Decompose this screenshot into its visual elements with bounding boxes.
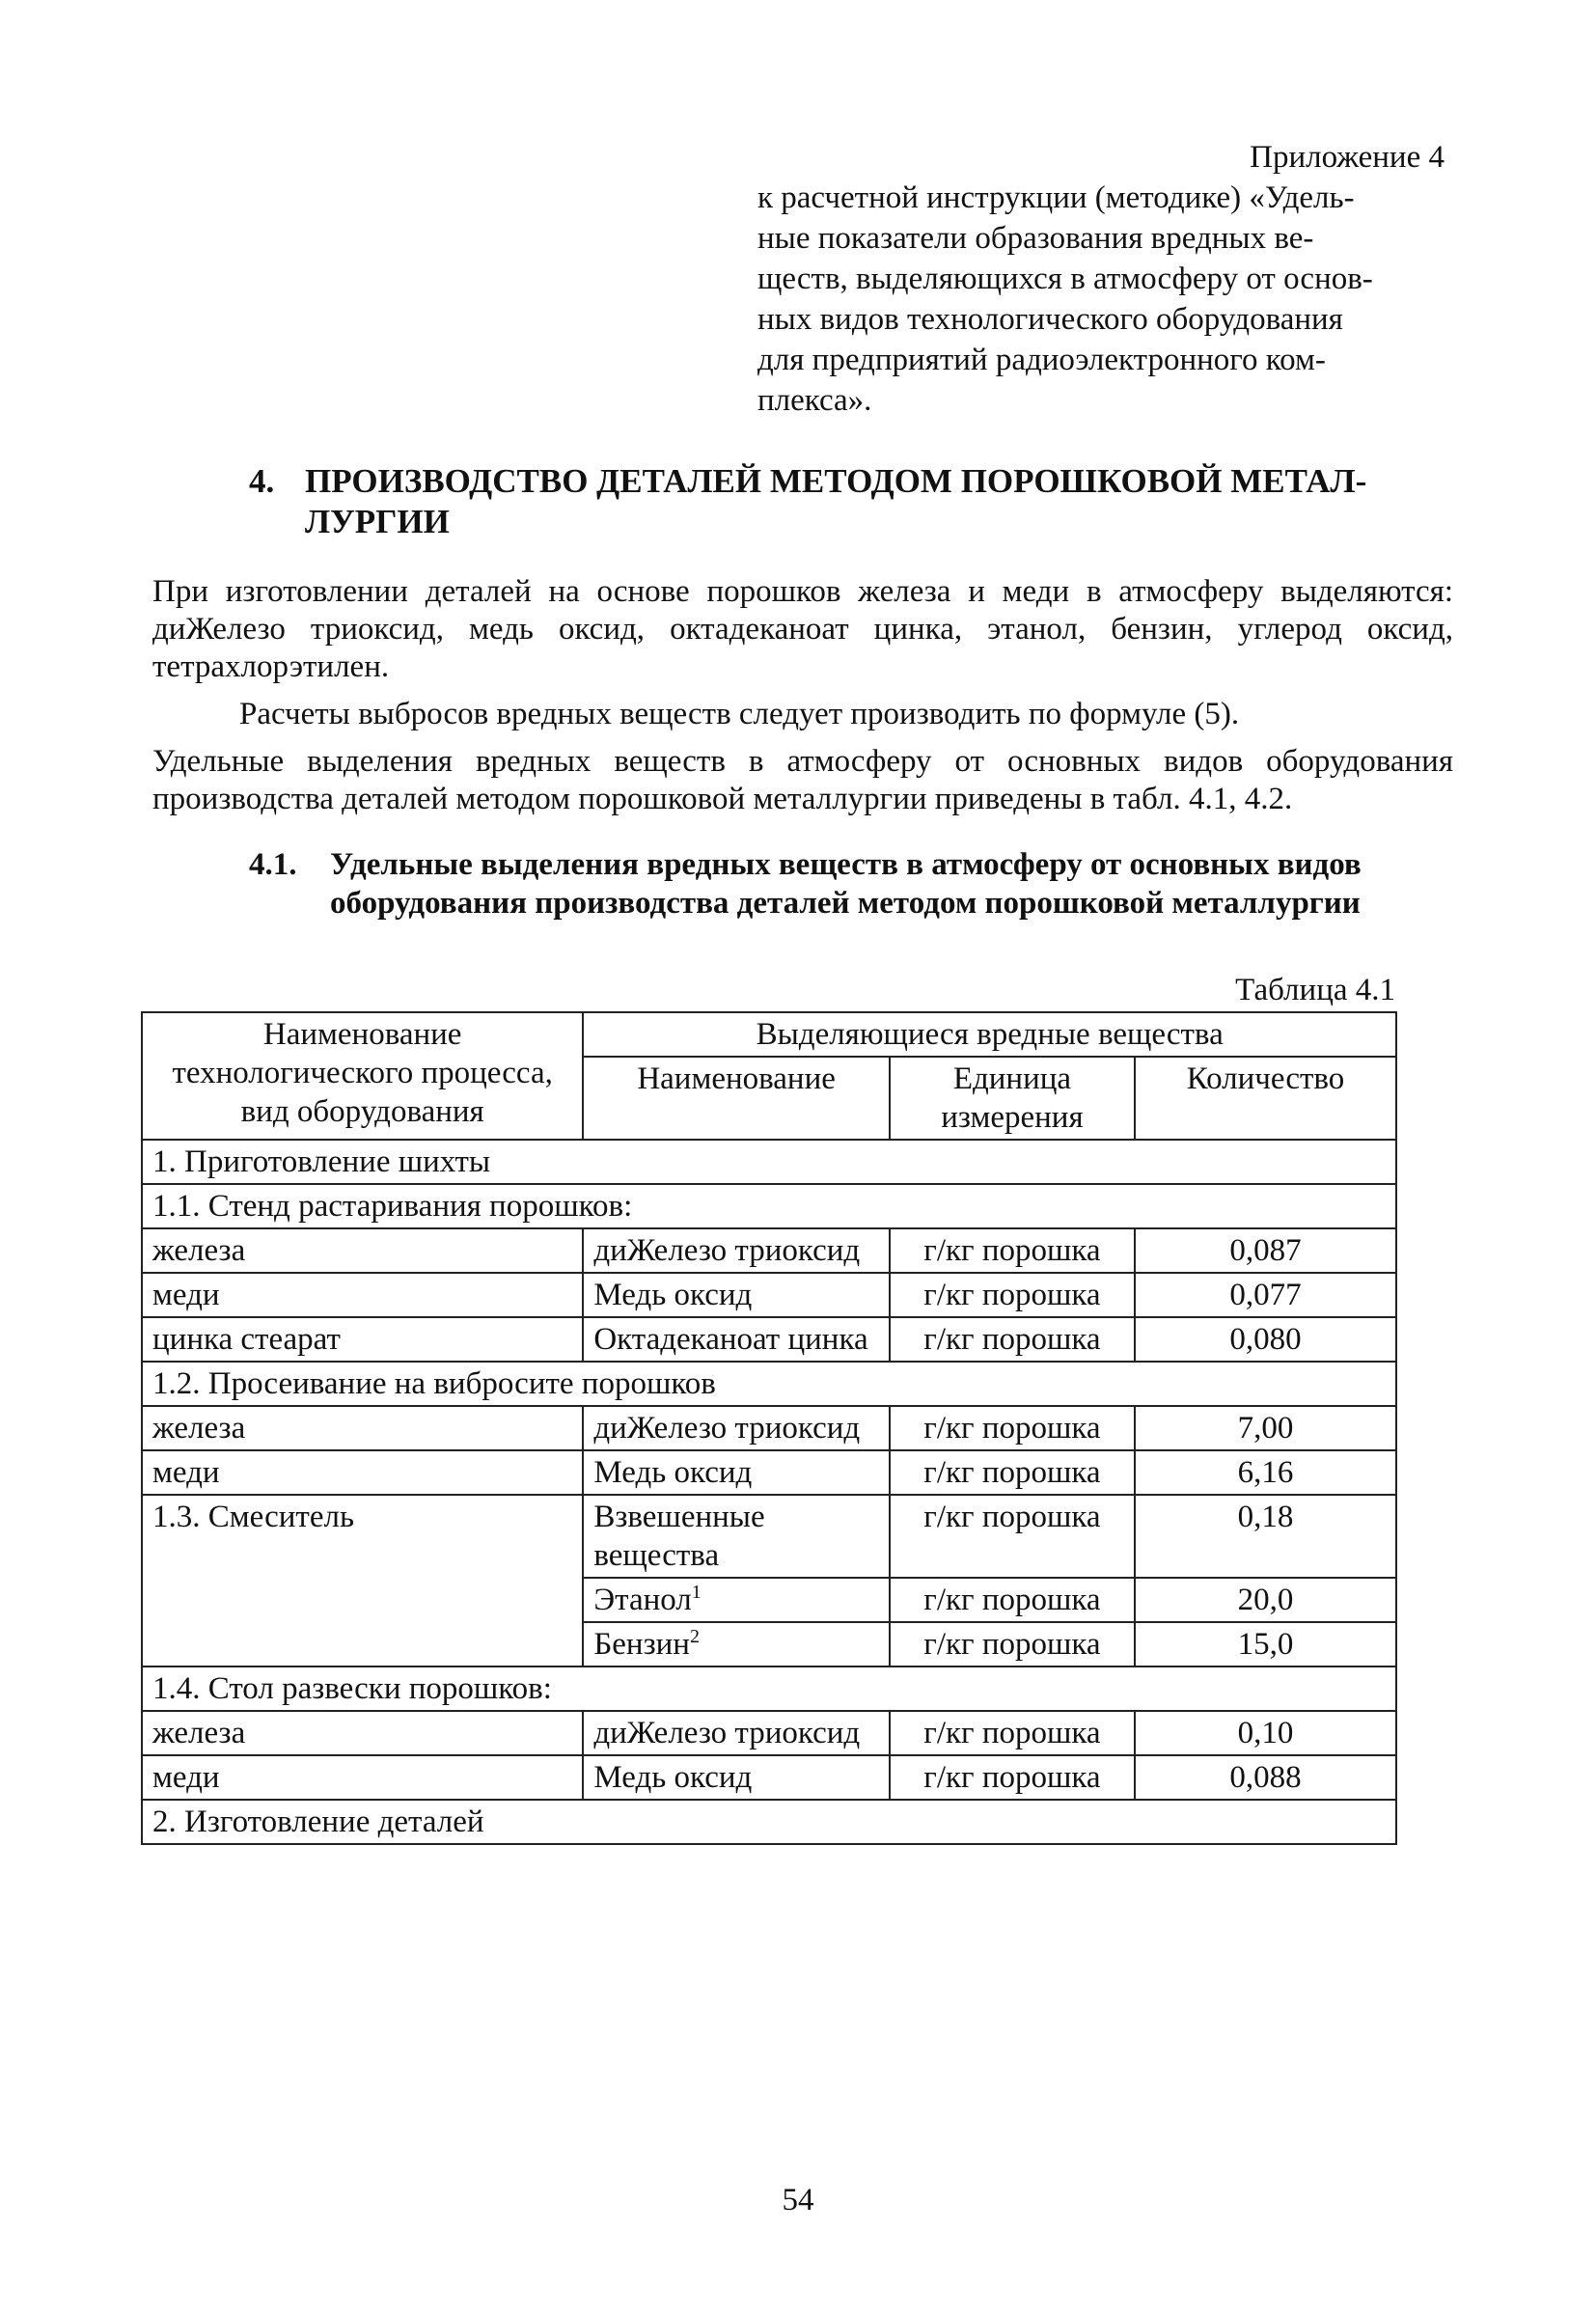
appendix-line: плекса».	[757, 383, 872, 418]
section-number: 4.	[249, 462, 275, 500]
qty-cell: 15,0	[1135, 1622, 1396, 1667]
unit-cell: г/кг порошка	[890, 1495, 1135, 1578]
qty-cell: 0,10	[1135, 1711, 1396, 1755]
unit-cell: г/кг порошка	[890, 1228, 1135, 1273]
qty-cell: 0,080	[1135, 1317, 1396, 1362]
intro-paragraph: При изготовлении деталей на основе порошков железа и меди в атмосферу выделяются: диЖелезо триоксид, медь оксид, октадеканоат цинка, этанол, бензин, углерод оксид, тетрахлорэтилен.	[152, 574, 1453, 684]
table-section-row	[142, 1184, 1396, 1228]
subsection-number: 4.1.	[249, 847, 297, 882]
unit-cell: г/кг порошка	[890, 1317, 1135, 1362]
unit-cell: г/кг порошка	[890, 1273, 1135, 1317]
section-cell: 1. Приготовление шихты	[142, 1140, 1396, 1184]
table-header-row	[142, 1012, 1396, 1057]
substance-cell: Медь оксид	[583, 1450, 890, 1495]
substance-cell: диЖелезо триоксид	[583, 1711, 890, 1755]
process-cell: железа	[142, 1228, 583, 1273]
intro-text	[152, 573, 1453, 818]
process-cell: железа	[142, 1406, 583, 1450]
footnote-mark: 2	[689, 1626, 700, 1647]
qty-cell: 0,088	[1135, 1755, 1396, 1800]
qty-cell: 0,077	[1135, 1273, 1396, 1317]
header-unit: Единица измерения	[890, 1057, 1135, 1140]
appendix-line: к расчетной инструкции (методике) «Удель-	[757, 180, 1355, 215]
table-section-row	[142, 1362, 1396, 1406]
table-row	[142, 1495, 1396, 1578]
intro-paragraph: Удельные выделения вредных веществ в атмосферу от основных видов оборудования производства деталей методом порошковой металлургии приведены в табл. 4.1, 4.2.	[152, 744, 1453, 816]
substance-cell	[583, 1578, 890, 1622]
process-cell: меди	[142, 1273, 583, 1317]
unit-cell: г/кг порошка	[890, 1578, 1135, 1622]
substance-cell: диЖелезо триоксид	[583, 1406, 890, 1450]
unit-cell: г/кг порошка	[890, 1450, 1135, 1495]
substance-cell: Медь оксид	[583, 1273, 890, 1317]
unit-cell: г/кг порошка	[890, 1711, 1135, 1755]
table-section-row	[142, 1667, 1396, 1711]
emissions-table	[141, 1011, 1397, 1845]
subsection-title: Удельные выделения вредных веществ в атмосферу от основных видов оборудования производства деталей методом порошковой металлургии	[330, 847, 1362, 921]
header-process: Наименование технологического процесса, вид оборудования	[142, 1012, 583, 1140]
appendix-line: ных видов технологического оборудования	[757, 302, 1343, 337]
table-row	[142, 1273, 1396, 1317]
table-section-row	[142, 1800, 1396, 1844]
substance-cell: Взвешенные вещества	[583, 1495, 890, 1578]
process-cell: меди	[142, 1450, 583, 1495]
substance-cell	[583, 1622, 890, 1667]
qty-cell: 0,18	[1135, 1495, 1396, 1578]
section-cell: 1.1. Стенд растаривания порошков:	[142, 1184, 1396, 1228]
intro-paragraph: Расчеты выбросов вредных веществ следует производить по формуле (5).	[239, 697, 1240, 731]
process-cell: 1.3. Смеситель	[142, 1495, 583, 1667]
appendix-line: для предприятий радиоэлектронного ком-	[757, 343, 1326, 377]
table-row	[142, 1755, 1396, 1800]
section-cell: 2. Изготовление деталей	[142, 1800, 1396, 1844]
substance-name: Бензин	[593, 1627, 690, 1662]
page-number: 54	[782, 2183, 814, 2218]
table-section-row	[142, 1140, 1396, 1184]
appendix-title: Приложение 4	[1250, 140, 1445, 175]
substance-cell: диЖелезо триоксид	[583, 1228, 890, 1273]
table-row	[142, 1406, 1396, 1450]
appendix-line: ные показатели образования вредных ве-	[757, 221, 1314, 256]
process-cell: железа	[142, 1711, 583, 1755]
qty-cell: 20,0	[1135, 1578, 1396, 1622]
footnote-mark: 1	[691, 1582, 702, 1603]
header-group: Выделяющиеся вредные вещества	[583, 1012, 1396, 1057]
unit-cell: г/кг порошка	[890, 1406, 1135, 1450]
qty-cell: 6,16	[1135, 1450, 1396, 1495]
section-title	[305, 461, 1424, 542]
table-row	[142, 1450, 1396, 1495]
qty-cell: 7,00	[1135, 1406, 1396, 1450]
appendix-line: ществ, выделяющихся в атмосферу от основ-	[757, 262, 1373, 296]
table-caption: Таблица 4.1	[1235, 973, 1395, 1007]
process-cell: меди	[142, 1755, 583, 1800]
table-row	[142, 1317, 1396, 1362]
unit-cell: г/кг порошка	[890, 1622, 1135, 1667]
table-row	[142, 1711, 1396, 1755]
section-cell: 1.4. Стол развески порошков:	[142, 1667, 1396, 1711]
section-title-line: ЛУРГИИ	[305, 503, 450, 540]
header-name: Наименование	[583, 1057, 890, 1140]
header-qty: Количество	[1135, 1057, 1396, 1140]
process-cell: цинка стеарат	[142, 1317, 583, 1362]
substance-cell: Октадеканоат цинка	[583, 1317, 890, 1362]
unit-cell: г/кг порошка	[890, 1755, 1135, 1800]
qty-cell: 0,087	[1135, 1228, 1396, 1273]
section-title-line: ПРОИЗВОДСТВО ДЕТАЛЕЙ МЕТОДОМ ПОРОШКОВОЙ МЕТАЛ-	[305, 462, 1367, 500]
section-cell: 1.2. Просеивание на вибросите порошков	[142, 1362, 1396, 1406]
substance-cell: Медь оксид	[583, 1755, 890, 1800]
table-row	[142, 1228, 1396, 1273]
substance-name: Этанол	[593, 1583, 692, 1617]
appendix-note	[757, 137, 1445, 421]
